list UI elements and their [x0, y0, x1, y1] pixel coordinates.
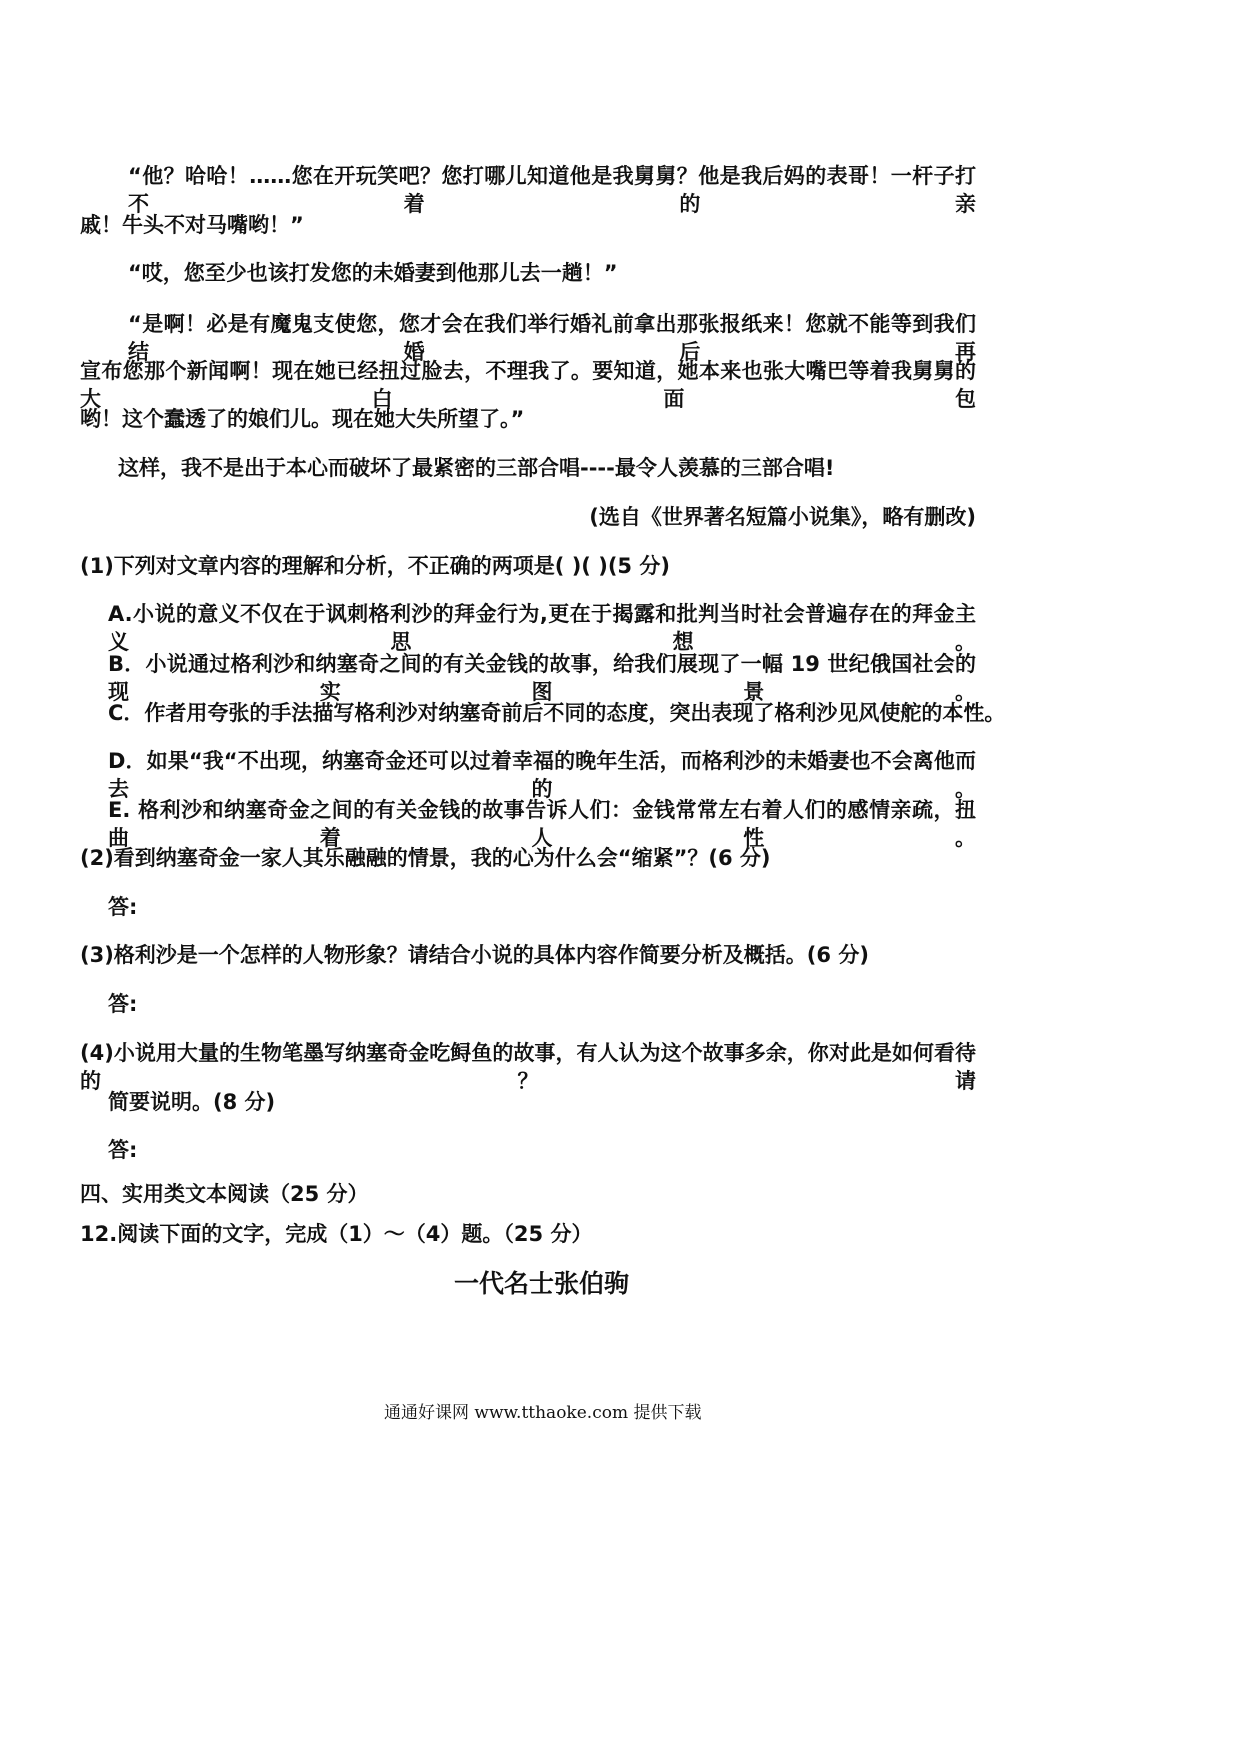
section-4-heading: 四、实用类文本阅读（25 分） — [80, 1182, 369, 1206]
question-4-stem-line-1: (4)小说用大量的生物笔墨写纳塞奇金吃鲟鱼的故事，有人认为这个故事多余，你对此是如何看待的？请 — [80, 1041, 976, 1093]
question-1-option-d: D．如果“我“不出现，纳塞奇金还可以过着幸福的晚年生活，而格利沙的未婚妻也不会离他而去的。 — [108, 749, 976, 801]
question-1-option-c: C．作者用夸张的手法描写格利沙对纳塞奇前后不同的态度，突出表现了格利沙见风使舵的本性。 — [108, 701, 1006, 725]
question-2-answer-label: 答: — [108, 895, 138, 919]
article-title: 一代名士张伯驹 — [454, 1269, 630, 1298]
question-12-stem: 12.阅读下面的文字，完成（1）～（4）题。（25 分） — [80, 1222, 593, 1246]
passage-line-5: 宣布您那个新闻啊！现在她已经扭过脸去，不理我了。要知道，她本来也张大嘴巴等着我舅舅的大白面包 — [80, 359, 976, 411]
passage-line-1: “他？哈哈！……您在开玩笑吧？您打哪儿知道他是我舅舅？他是我后妈的表哥！一杆子打不着的亲 — [128, 164, 976, 216]
question-1-option-a: A.小说的意义不仅在于讽刺格利沙的拜金行为,更在于揭露和批判当时社会普遍存在的拜金主义思想。 — [108, 602, 976, 654]
question-1-option-b: B．小说通过格利沙和纳塞奇之间的有关金钱的故事，给我们展现了一幅 19 世纪俄国社会的现实图景。 — [108, 652, 976, 704]
passage-line-6: 哟！这个蠢透了的娘们儿。现在她大失所望了。” — [80, 407, 525, 431]
passage-line-4: “是啊！必是有魔鬼支使您，您才会在我们举行婚礼前拿出那张报纸来！您就不能等到我们结婚后再 — [128, 312, 976, 364]
question-4-stem-line-2: 简要说明。(8 分) — [108, 1090, 276, 1114]
question-1-stem: (1)下列对文章内容的理解和分析，不正确的两项是( )( )(5 分) — [80, 554, 670, 578]
page-footer: 通通好课网 www.tthaoke.com 提供下载 — [384, 1403, 702, 1423]
passage-line-7: 这样，我不是出于本心而破坏了最紧密的三部合唱----最令人羡慕的三部合唱! — [118, 456, 835, 480]
question-3-answer-label: 答: — [108, 992, 138, 1016]
passage-line-3: “哎，您至少也该打发您的未婚妻到他那儿去一趟！” — [128, 261, 618, 285]
question-2-stem: (2)看到纳塞奇金一家人其乐融融的情景，我的心为什么会“缩紧”？(6 分) — [80, 846, 771, 870]
passage-source: (选自《世界著名短篇小说集》，略有删改) — [589, 505, 976, 529]
question-3-stem: (3)格利沙是一个怎样的人物形象？请结合小说的具体内容作简要分析及概括。(6 分) — [80, 943, 869, 967]
question-4-answer-label: 答: — [108, 1138, 138, 1162]
passage-line-2: 戚！牛头不对马嘴哟！” — [80, 213, 304, 237]
question-1-option-e: E. 格利沙和纳塞奇金之间的有关金钱的故事告诉人们：金钱常常左右着人们的感情亲疏，扭曲着人性。 — [108, 798, 976, 850]
